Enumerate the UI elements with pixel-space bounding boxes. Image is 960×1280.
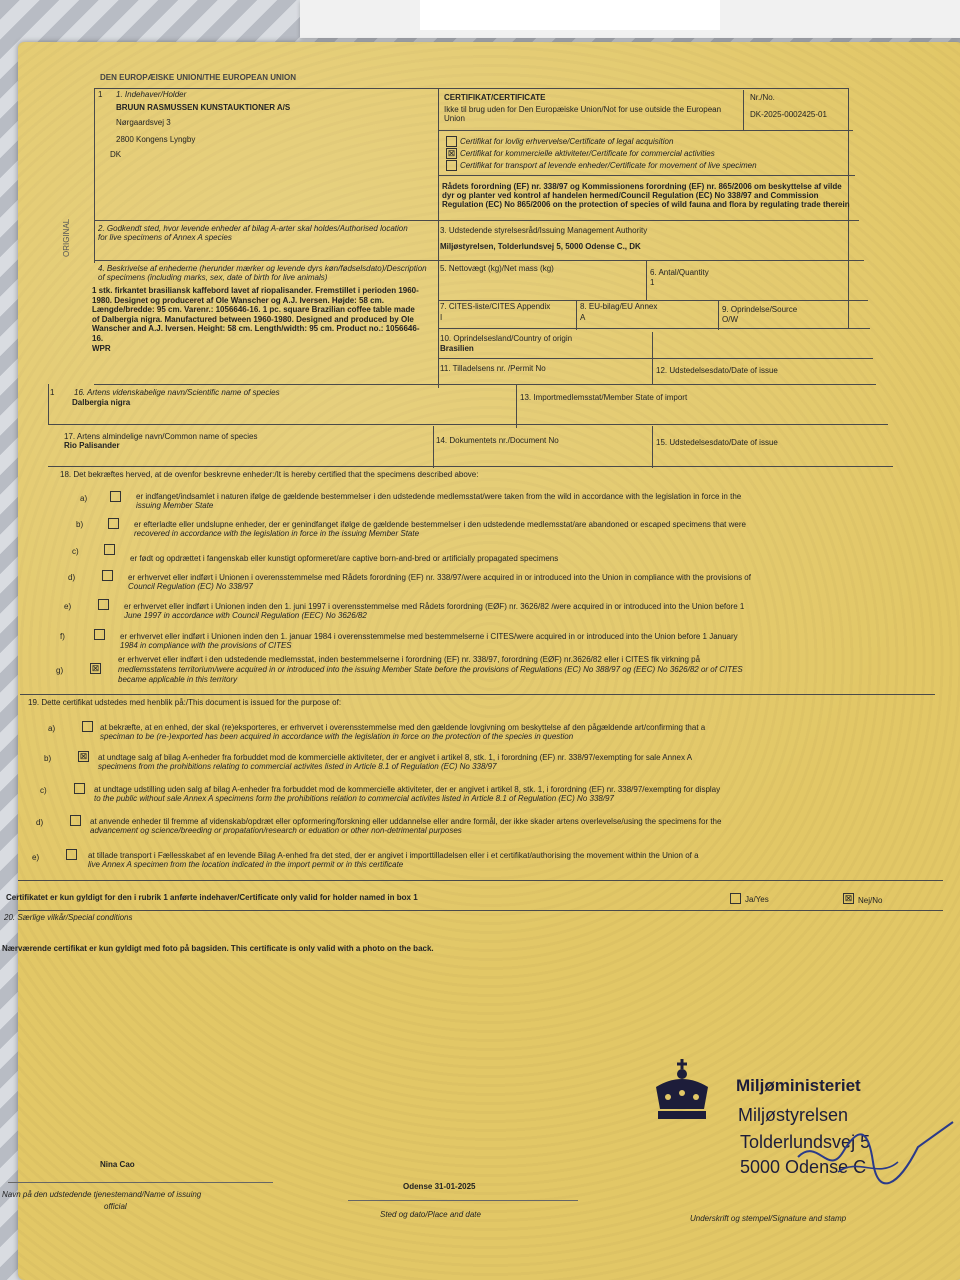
- grid-line: [18, 910, 943, 911]
- eu-header: DEN EUROPÆISKE UNION/THE EUROPEAN UNION: [100, 73, 297, 82]
- specimen-description: 1 stk. firkantet brasiliansk kaffebord lavet af riopalisander. Fremstillet i perioden 1960-1980. Designet og produceret af Ole Wanscher og A.J. Iversen. Højde: 58 cm. Længde/bredde: 95 cm. Varenr.: 1056646-16. 1 pc. square Brazilian coffee table made of Dalbergia nigra. Manufactured between 1960-1980. Designed and produced by Ole Wanscher and A.J. Iversen. Height: 58 cm. Length/width: 95 cm. Product no.: 1056646-16.: [92, 286, 420, 343]
- item18-d-checkbox[interactable]: [102, 570, 113, 581]
- legal-acquisition-checkbox[interactable]: [446, 136, 457, 147]
- validity-yes-checkbox[interactable]: [730, 893, 741, 904]
- signature-line: [8, 1182, 273, 1183]
- box7-label: 7. CITES-liste/CITES Appendix: [440, 302, 551, 311]
- grid-line: [94, 384, 876, 385]
- item19-c-letter: c): [40, 786, 47, 795]
- eu-annex-value: A: [580, 313, 586, 322]
- grid-line: [718, 300, 719, 330]
- commercial-activities-label: Certifikat for kommercielle aktiviteter/Certificate for commercial activities: [460, 149, 715, 158]
- item18-f-letter: f): [60, 632, 65, 641]
- validity-text: Certifikatet er kun gyldigt for den i rubrik 1 anførte indehaver/Certificate only valid for holder named in box 1: [6, 893, 418, 902]
- agency-name: Miljøstyrelsen: [738, 1105, 849, 1125]
- item19-d-text: at anvende enheder til fremme af videnskab/opdræt eller opformering/forskning eller uddannelse eller andre formål, der ikke skader artens overlevelse/using the specimens for the: [90, 817, 722, 826]
- grid-line: [646, 260, 647, 300]
- item19-c-text2: to the public without sale Annex A specimens form the prohibitions relation to commercial activites listed in Article 8.1 of Regulation (EC) No 338/97: [94, 794, 614, 803]
- official-label: Navn på den udstedende tjenestemand/Name of issuing: [2, 1190, 202, 1199]
- box1-number: 1: [98, 90, 103, 99]
- box4-label: 4. Beskrivelse af enhederne (herunder mærker og levende dyrs køn/fødselsdato)/Description of specimens (including marks, sex, date of birth for live animals): [98, 264, 427, 282]
- item19-d-letter: d): [36, 818, 44, 827]
- item18-a-text2: issuing Member State: [136, 501, 214, 510]
- source-value: O/W: [722, 315, 738, 324]
- box16-number: 1: [50, 388, 55, 397]
- box17-label: 17. Artens almindelige navn/Common name of species: [64, 432, 258, 441]
- special-conditions-value: Nærværende certifikat er kun gyldigt med foto på bagsiden. This certificate is only valid with a photo on the back.: [2, 944, 434, 953]
- item18-e-text: er erhvervet eller indført i Unionen inden den 1. juni 1997 i overensstemmelse med Rådets forordning (EØF) nr. 3626/82 /were acquired in or introduced into the Union before 1: [124, 602, 745, 611]
- scientific-name-value: Dalbergia nigra: [72, 398, 131, 407]
- item18-a-checkbox[interactable]: [110, 491, 121, 502]
- box16-label: 16. Artens videnskabelige navn/Scientific name of species: [74, 388, 280, 397]
- box5-label: 5. Nettovægt (kg)/Net mass (kg): [440, 264, 554, 273]
- item18-c-checkbox[interactable]: [104, 544, 115, 555]
- item19-c-text: at undtage udstilling uden salg af bilag A-enheder fra forbuddet mod de kommercielle aktiviteter, der er angivet i artikel 8, stk. 1, i forordning (EF) nr. 338/97/exempting for display: [94, 785, 721, 794]
- certificate-title: CERTIFIKAT/CERTIFICATE: [444, 93, 546, 102]
- item18-b-text: er efterladte eller undslupne enheder, der er genindfanget ifølge de gældende bestemmelser i den udstedende medlemsstat/are abandoned or escaped specimens that were: [134, 520, 746, 529]
- holder-street: Nørgaardsvej 3: [116, 118, 171, 127]
- place-date-line: [348, 1200, 578, 1201]
- grid-line: [48, 466, 893, 467]
- commercial-activities-checkbox[interactable]: ⊠: [447, 148, 456, 158]
- grid-line: [20, 694, 935, 695]
- grid-line: [18, 880, 943, 881]
- specimen-description-extra: WPR: [92, 344, 111, 353]
- validity-no-checkbox[interactable]: ⊠: [844, 893, 853, 903]
- item19-e-text2: live Annex A specimen from the location indicated in the import permit or in this certificate: [88, 860, 404, 869]
- box2-label: 2. Godkendt sted, hvor levende enheder af bilag A-arter skal holdes/Authorised location for live specimens of Annex A species: [98, 224, 408, 242]
- item18-b-text2: recovered in accordance with the legislation in force in the issuing Member State: [134, 529, 420, 538]
- box12-label: 12. Udstedelsesdato/Date of issue: [656, 366, 778, 375]
- grid-line: [94, 260, 864, 261]
- item18-e-text2: June 1997 in accordance with Council Regulation (EEC) No 3626/82: [124, 611, 367, 620]
- box11-label: 11. Tilladelsens nr. /Permit No: [440, 364, 546, 373]
- signature-label: Underskrift og stempel/Signature and stamp: [690, 1214, 847, 1223]
- item18-c-text: er født og opdrættet i fangenskab eller kunstigt opformeret/are captive born-and-bred or artificially propagated specimens: [130, 554, 559, 563]
- grid-line: [438, 300, 868, 301]
- live-specimen-label: Certifikat for transport af levende enheder/Certificate for movement of live specimen: [460, 161, 757, 170]
- grid-line: [94, 88, 849, 89]
- cites-certificate: [2, 42, 960, 1280]
- box19-label: 19. Dette certifikat udstedes med henblik på:/This document is issued for the purpose of:: [28, 698, 342, 707]
- item19-b-text: at undtage salg af bilag A-enheder fra forbuddet mod de kommercielle aktiviteter, der er angivet i artikel 8, stk. 1, i forordning (EF) nr. 338/97/exempting for sale Annex A: [98, 753, 693, 762]
- certificate-number: DK-2025-0002425-01: [750, 110, 827, 119]
- box10-label: 10. Oprindelsesland/Country of origin: [440, 334, 573, 343]
- validity-no-label: Nej/No: [858, 896, 883, 905]
- place-date-value: Odense 31-01-2025: [403, 1182, 476, 1191]
- official-name: Nina Cao: [100, 1160, 135, 1169]
- box6-label: 6. Antal/Quantity: [650, 268, 709, 277]
- issuing-authority: Miljøstyrelsen, Tolderlundsvej 5, 5000 Odense C., DK: [440, 242, 641, 251]
- legal-acquisition-label: Certifikat for lovlig erhvervelse/Certificate of legal acquisition: [460, 137, 674, 146]
- live-specimen-checkbox[interactable]: [446, 160, 457, 171]
- box18-label: 18. Det bekræftes herved, at de ovenfor beskrevne enheder:/It is hereby certified that the specimens described above:: [60, 470, 479, 479]
- box9-label: 9. Oprindelse/Source: [722, 305, 798, 314]
- box3-label: 3. Udstedende styrelsesråd/Issuing Management Authority: [440, 226, 648, 235]
- signature-icon: [778, 1117, 958, 1197]
- danish-crown-logo-icon: [648, 1057, 716, 1127]
- item19-a-checkbox[interactable]: [82, 721, 93, 732]
- item18-f-checkbox[interactable]: [94, 629, 105, 640]
- item18-e-checkbox[interactable]: [98, 599, 109, 610]
- item19-a-text2: speciman to be (re-)exported has been acquired in accordance with the legislation in force on the protection of the species in question: [100, 732, 574, 741]
- item19-d-text2: advancement og science/breeding or propatation/research or eduation or other non-detrimental purposes: [90, 826, 462, 835]
- cites-appendix-value: I: [440, 313, 443, 322]
- grid-line: [438, 358, 873, 359]
- item18-g-text3: became applicable in this territory: [118, 675, 238, 684]
- country-of-origin-value: Brasilien: [440, 344, 474, 353]
- item18-g-text2: medlemsstatens territorium/were acquired in or introduced into the issuing Member State before the provisions of Regulations (EC) No 388/97 og (EEC) No 3626/82 or of CITES: [118, 665, 743, 674]
- holder-name: BRUUN RASMUSSEN KUNSTAUKTIONER A/S: [116, 103, 291, 112]
- item18-f-text2: 1984 in compliance with the provisions of CITES: [120, 641, 292, 650]
- item18-a-letter: a): [80, 494, 88, 503]
- regulation-text: Rådets forordning (EF) nr. 338/97 og Kommissionens forordning (EF) nr. 865/2006 om beskyttelse af vilde dyr og planter ved kontrol af handelen hermed/Council Regulation (EC) No 338/97 and Commission Regulation (EC) No 865/2006 on the protection of species of wild fauna and flora by regulating trade therein: [442, 182, 850, 209]
- item18-d-letter: d): [68, 573, 76, 582]
- item18-d-text2: Council Regulation (EC) No 338/97: [128, 582, 253, 591]
- item19-e-text: at tillade transport i Fællesskabet af en levende Bilag A-enhed fra det sted, der er angivet i importtilladelsen eller i et certifikat/authorising the movement within the Union of a: [88, 851, 699, 860]
- item18-g-checkbox[interactable]: ⊠: [91, 663, 100, 673]
- agency-city: 5000 Odense C: [740, 1157, 867, 1177]
- certificate-note: Ikke til brug uden for Den Europæiske Union/Not for use outside the European Union: [444, 105, 722, 123]
- item18-b-checkbox[interactable]: [108, 518, 119, 529]
- background-paper-corner: [420, 0, 720, 30]
- item19-b-letter: b): [44, 754, 52, 763]
- holder-city: 2800 Kongens Lyngby: [116, 135, 196, 144]
- item19-e-letter: e): [32, 853, 40, 862]
- ministry-name: Miljøministeriet: [736, 1076, 861, 1095]
- item18-e-letter: e): [64, 602, 72, 611]
- grid-line: [576, 300, 577, 330]
- certificate-number-label: Nr./No.: [750, 93, 775, 102]
- item19-a-text: at bekræfte, at en enhed, der skal (re)eksporteres, er erhvervet i overensstemmelse med den gældende lovgivning om beskyttelse af den pågældende art/confirming that a: [100, 723, 706, 732]
- box8-label: 8. EU-bilag/EU Annex: [580, 302, 658, 311]
- box13-label: 13. Importmedlemsstat/Member State of import: [520, 393, 688, 402]
- box20-label: 20. Særlige vilkår/Special conditions: [4, 913, 133, 922]
- common-name-value: Rio Palisander: [64, 441, 120, 450]
- item18-d-text: er erhvervet eller indført i Unionen i overensstemmelse med Rådets forordning (EF) nr. 338/97/were acquired in or introduced into the Union in compliance with the provisions of: [128, 573, 751, 582]
- grid-line: [516, 384, 517, 428]
- grid-line: [48, 384, 49, 424]
- grid-line: [438, 88, 439, 388]
- place-date-label: Sted og dato/Place and date: [380, 1210, 481, 1219]
- item19-e-checkbox[interactable]: [66, 849, 77, 860]
- item19-d-checkbox[interactable]: [70, 815, 81, 826]
- item19-b-text2: specimens from the prohibitions relating to commercial activites listed in Article 8.1 of Regulation (EC) No 338/97: [98, 762, 497, 771]
- item19-c-checkbox[interactable]: [74, 783, 85, 794]
- item18-a-text: er indfanget/indsamlet i naturen ifølge de gældende bestemmelser i den udstedende medlemsstat/were taken from the wild in accordance with the legislation in force in the: [136, 492, 742, 501]
- item18-c-letter: c): [72, 547, 79, 556]
- grid-line: [743, 90, 744, 130]
- quantity-value: 1: [650, 278, 655, 287]
- holder-country: DK: [110, 150, 122, 159]
- item18-g-text: er erhvervet eller indført i den udstedende medlemsstat, inden bestemmelserne i forordning (EF) nr. 338/97, forordning (EØF) nr.3626/82 eller i CITES fik virkning på: [118, 655, 701, 664]
- grid-line: [652, 332, 653, 384]
- box15-label: 15. Udstedelsesdato/Date of issue: [656, 438, 778, 447]
- grid-line: [652, 426, 653, 468]
- grid-line: [438, 328, 870, 329]
- original-side-label: ORIGINAL: [62, 218, 71, 257]
- validity-yes-label: Ja/Yes: [745, 895, 769, 904]
- official-label-2: official: [104, 1202, 127, 1211]
- grid-line: [438, 175, 855, 176]
- item18-b-letter: b): [76, 520, 84, 529]
- item19-a-letter: a): [48, 724, 56, 733]
- item19-b-checkbox[interactable]: ⊠: [79, 751, 88, 761]
- box1-label: 1. Indehaver/Holder: [116, 90, 187, 99]
- grid-line: [48, 424, 888, 425]
- grid-line: [94, 88, 95, 263]
- item18-f-text: er erhvervet eller indført i Unionen inden den 1. januar 1984 i overensstemmelse med bestemmelserne i CITES/were acquired in or introduced into the Union before 1 January: [120, 632, 738, 641]
- grid-line: [438, 130, 853, 131]
- agency-street: Tolderlundsvej 5: [740, 1132, 871, 1152]
- grid-line: [433, 426, 434, 468]
- item18-g-letter: g): [56, 666, 64, 675]
- box14-label: 14. Dokumentets nr./Document No: [436, 436, 559, 445]
- grid-line: [94, 220, 859, 221]
